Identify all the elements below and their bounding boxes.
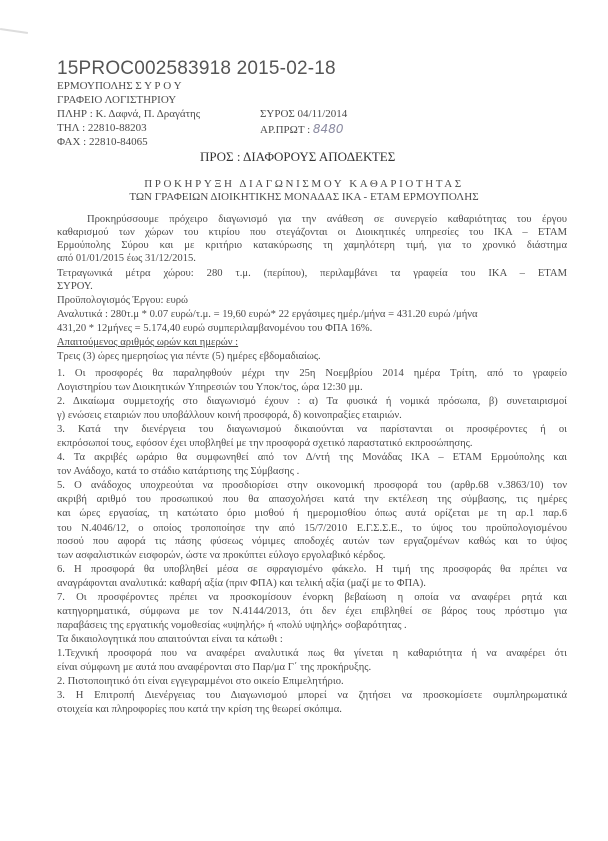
body-line-text: ποσού που αφορά τις πάσης φύσεως νόμιμες αποδοχές αυτών των εργαζομένων καθώς και το ύψος [57, 536, 567, 547]
body-line-text: εκπρόσωποί τους, εφόσον έχει υποβληθεί με την προσφορά σχετικό παραστατικό εκπροσώπησης. [57, 438, 473, 449]
body-line-text: 1.Τεχνική προσφορά που να αναφέρει αναλυτικά πως θα γίνεται η καθαριότητα ή να αναφέρει ότι [57, 648, 567, 659]
body-line [57, 227, 567, 240]
body-line [57, 536, 567, 549]
body-line-text: είναι σύμφωνη με αυτά που αναφέρονται στο Παρ/μα Γ΄ της προκήρυξης. [57, 662, 372, 673]
body-line-text: Λογιστηρίου των Διοικητικών Υπηρεσιών του Υποκ/τος, ώρα 12:30 μμ. [57, 382, 363, 393]
body-line [57, 295, 567, 306]
body-line [57, 494, 567, 507]
body-line [57, 564, 567, 577]
body-line-text: 2. Δικαίωμα συμμετοχής στο διαγωνισμό έχουν : α) Τα φυσικά ή νομικά πρόσωπα, β) συνεταιρισμοί [57, 396, 567, 407]
body-line [57, 309, 567, 320]
body-line [57, 523, 567, 536]
body-line [57, 634, 567, 645]
body-line [57, 337, 567, 348]
body-line-text: τον Ανάδοχο, κατά το στάδιο κατάρτισης της Σύμβασης . [57, 466, 300, 477]
body-line [57, 281, 567, 292]
body-line-text: 5. Ο ανάδοχος υποχρεούται να προσδιορίσει στην οικονομική προσφορά του (αρθρ.68 ν.3863/10) τον [57, 480, 567, 491]
document-stamp: 15PROC002583918 2015-02-18 [57, 58, 336, 79]
body-line-text: 3. Κατά την διενέργεια του διαγωνισμού δικαιούνται να παρίστανται οι προσφέροντες ή οι [57, 424, 567, 435]
body-line-text: καθαρισμού των χώρων του κτιρίου που στεγάζονται οι Διοικητικές υπηρεσίες του ΙΚΑ – ΕΤΑΜ [57, 227, 567, 238]
protocol-number: 8480 [312, 122, 344, 136]
body-line [57, 214, 567, 227]
body-line [57, 550, 567, 561]
title-line-1: ΠΡΟΚΗΡΥΞΗ ΔΙΑΓΩΝΙΣΜΟΥ ΚΑΘΑΡΙΟΤΗΤΑΣ [144, 178, 464, 190]
body-line-text: Τα δικαιολογητικά που απαιτούνται είναι τα κάτωθι : [57, 634, 283, 645]
body-line-text: κατηγορηματικά, σύμφωνα με τον Ν.4144/2013, ότι δεν έχει επιβληθεί σε βάρος τους πρόστιμο για [57, 606, 567, 617]
body-line [57, 323, 567, 334]
body-line [57, 606, 567, 619]
body-line-text: 431,20 * 12μήνες = 5.174,40 ευρώ συμπεριλαμβανομένου του ΦΠΑ 16%. [57, 323, 373, 334]
body-line-text: γ) ενώσεις εταιριών που υποβάλλουν κοινή προσφορά, δ) κοινοπραξίες εταιριών. [57, 410, 402, 421]
body-line [57, 676, 567, 687]
place-date: ΣΥΡΟΣ 04/11/2014 [260, 108, 348, 120]
protocol [260, 122, 343, 136]
body-line [57, 508, 567, 521]
body-line [57, 351, 567, 362]
body-line-text: 4. Τα ακριβές ωράριο θα συμφωνηθεί από τον Δ/ντή της Μονάδας ΙΚΑ – ΕΤΑΜ Ερμούπολης και [57, 452, 567, 463]
recipient: ΠΡΟΣ : ΔΙΑΦΟΡΟΥΣ ΑΠΟΔΕΚΤΕΣ [200, 149, 396, 164]
body-line-text: 2. Πιστοποιητικό ότι είναι εγγεγραμμένοι στο οικείο Επιμελητήριο. [57, 676, 344, 687]
body-line-text: αναγράφονται αναλυτικά: καθαρή αξία (πριν ΦΠΑ) και τελική αξία (μαζί με το ΦΠΑ). [57, 578, 426, 589]
body-line-text: και ώρες εργασίας, τη κατώτατο όριο μισθού ή ημερομισθίου όπως αυτά ορίζεται με τη αρ.1 παρ.6 [57, 508, 567, 519]
body-line [57, 268, 567, 281]
body-line-text: Προκηρύσσουμε πρόχειρο διαγωνισμό για την ανάθεση σε συνεργείο καθαριότητας του έργου [87, 214, 567, 225]
body-line [57, 704, 567, 715]
body-line [57, 662, 567, 673]
body-line-text: Αναλυτικά : 280τ.μ * 0.07 ευρώ/τ.μ. = 19,60 ευρώ* 22 εργάσιμες ημέρ./μήνα = 431.20 ευρώ /μήνα [57, 309, 478, 320]
fax: ΦΑΧ : 22810-84065 [57, 136, 148, 148]
body-line [57, 452, 567, 465]
body-line-text: στοιχεία και πληροφορίες που κατά την κρίση της θεωρεί σκόπιμα. [57, 704, 342, 715]
body-line-text: 1. Οι προσφορές θα παραληφθούν μέχρι την 25η Νοεμβρίου 2014 ημέρα Τρίτη, από το γραφείο [57, 368, 567, 379]
office-name: ΓΡΑΦΕΙΟ ΛΟΓΙΣΤΗΡΙΟΥ [57, 94, 177, 106]
body-line [57, 410, 567, 421]
body-line [57, 368, 567, 381]
body-line-text: 6. Η προσφορά θα υποβληθεί μέσα σε σφραγισμένο φάκελο. Η τιμή της προσφοράς θα πρέπει να [57, 564, 567, 575]
phone: ΤΗΛ : 22810-88203 [57, 122, 147, 134]
body-line-text: από 01/01/2015 έως 31/12/2015. [57, 253, 196, 264]
body-line-text: 7. Οι προσφέροντες πρέπει να προσκομίσουν ένορκη βεβαίωση η οποία να αναφέρει ρητά και [57, 592, 567, 603]
body-line-text: των ασφαλιστικών εισφορών, ώστε να προκύπτει εύλογο εργολαβικό κέρδος. [57, 550, 386, 561]
body-line-text: Ερμούπολης Σύρου και με κριτήριο κατακύρωσης τη χαμηλότερη τιμή, για το χρονικό διάστημα [57, 240, 567, 251]
protocol-label: ΑΡ.ΠΡΩΤ : [260, 124, 311, 136]
body-line [57, 480, 567, 493]
contact-info: ΠΛΗΡ : Κ. Δαφνά, Π. Δραγάτης [57, 108, 201, 120]
org-name: ΕΡΜΟΥΠΟΛΗΣ Σ Υ Ρ Ο Υ [57, 80, 182, 92]
body-line-text: Απαιτούμενος αριθμός ωρών και ημερών : [57, 337, 239, 348]
body-line-text: παραβάσεις της εργατικής νομοθεσίας «υψηλής» ή «πολύ υψηλής» σοβαρότητας . [57, 620, 407, 631]
body-line-text: ακριβή αριθμό του προσωπικού που θα απασχολήσει κατά την εκτέλεση της σύμβασης, τις ημέρες [57, 494, 567, 505]
body-line-text: 3. Η Επιτροπή Διενέργειας του Διαγωνισμού μπορεί να ζητήσει να προσκομίσετε συμπληρωματικά [57, 690, 567, 701]
body-line [57, 592, 567, 605]
body-line [57, 648, 567, 661]
body-line-text: Προϋπολογισμός Έργου: ευρώ [57, 295, 189, 306]
body-line [57, 240, 567, 253]
body-line-text: Τρεις (3) ώρες ημερησίως για πέντε (5) ημέρες εβδομαδιαίως. [57, 351, 321, 362]
body-line-text: του Ν.4046/12, ο οποίος τροποποίησε την από 15/7/2010 Ε.Γ.Σ.Σ.Ε., το ύψος του προϋπολογισμένου [57, 523, 567, 534]
body-line [57, 253, 567, 264]
body-line [57, 690, 567, 703]
scan-mark [0, 28, 28, 34]
body-line [57, 382, 567, 393]
body-line [57, 578, 567, 589]
body-line [57, 620, 567, 631]
body-line [57, 438, 567, 449]
body-line [57, 424, 567, 437]
body-line-text: Τετραγωνικά μέτρα χώρου: 280 τ.μ. (περίπου), περιλαμβάνει τα γραφεία του ΙΚΑ – ΕΤΑΜ [57, 268, 567, 279]
body-line [57, 466, 567, 477]
body-line-text: ΣΥΡΟΥ. [57, 281, 93, 292]
body-line [57, 396, 567, 409]
title-line-2: ΤΩΝ ΓΡΑΦΕΙΩΝ ΔΙΟΙΚΗΤΙΚΗΣ ΜΟΝΑΔΑΣ ΙΚΑ - ΕΤΑΜ ΕΡΜΟΥΠΟΛΗΣ [129, 191, 479, 203]
